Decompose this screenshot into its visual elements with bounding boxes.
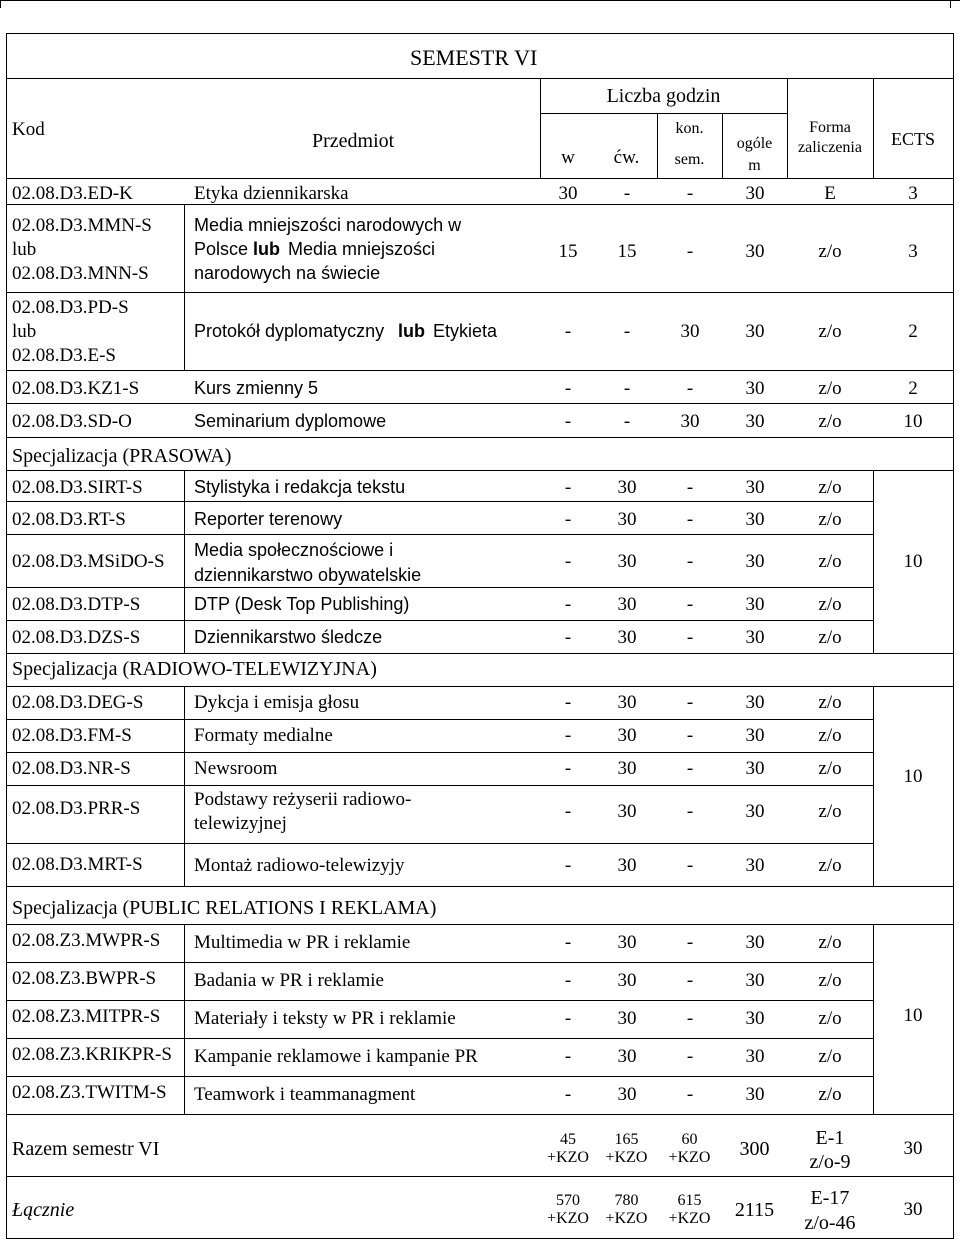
cell-forma: z/o bbox=[818, 1008, 842, 1029]
cell-ects: 3 bbox=[908, 241, 918, 262]
row-przedmiot: Etykieta bbox=[433, 321, 498, 341]
row-przedmiot: Multimedia w PR i reklamie bbox=[194, 932, 411, 953]
row-kod: 02.08.Z3.MWPR-S bbox=[12, 930, 161, 951]
cell-w: - bbox=[564, 932, 572, 953]
row-przedmiot: Montaż radiowo-telewizyjy bbox=[194, 855, 405, 876]
razem-cw: 165 bbox=[614, 1131, 639, 1148]
table-rule bbox=[873, 78, 874, 178]
cell-ogolem: 30 bbox=[745, 183, 765, 204]
razem-kon: 60 bbox=[681, 1131, 698, 1148]
row-kod: 02.08.D3.PD-S bbox=[12, 297, 129, 318]
row-kod: 02.08.D3.NR-S bbox=[12, 758, 131, 779]
row-kod: 02.08.D3.KZ1-S bbox=[12, 378, 140, 399]
cell-cw: 30 bbox=[617, 725, 637, 746]
cell-kon: - bbox=[686, 855, 694, 876]
cell-forma: z/o bbox=[818, 801, 842, 822]
row-kod: 02.08.D3.DEG-S bbox=[12, 692, 144, 713]
cell-w: - bbox=[564, 1008, 572, 1029]
table-rule bbox=[6, 178, 954, 179]
cell-ogolem: 30 bbox=[745, 855, 765, 876]
cell-w: 30 bbox=[558, 183, 578, 204]
cell-kon: - bbox=[686, 509, 694, 530]
page-top-rule bbox=[0, 0, 960, 1]
razem-ects: 30 bbox=[903, 1138, 923, 1159]
cell-cw: 30 bbox=[617, 758, 637, 779]
table-rule bbox=[6, 403, 954, 404]
lacznie-cw: 780 bbox=[614, 1192, 639, 1209]
cell-w: - bbox=[564, 970, 572, 991]
table-rule bbox=[6, 962, 873, 963]
header-ects: ECTS bbox=[890, 129, 935, 149]
table-rule bbox=[6, 470, 954, 471]
lacznie-kon: 615 bbox=[677, 1192, 702, 1209]
cell-cw: 30 bbox=[617, 970, 637, 991]
row-kod: 02.08.Z3.TWITM-S bbox=[12, 1082, 167, 1103]
spec-rtv-ects: 10 bbox=[903, 766, 923, 787]
table-rule bbox=[6, 924, 954, 925]
cell-ogolem: 30 bbox=[745, 1084, 765, 1105]
row-przedmiot: Badania w PR i reklamie bbox=[194, 970, 384, 991]
cell-w: - bbox=[564, 758, 572, 779]
cell-ogolem: 30 bbox=[745, 627, 765, 648]
cell-w: - bbox=[564, 855, 572, 876]
cell-w: - bbox=[564, 411, 572, 432]
row-przedmiot: Polsce bbox=[194, 239, 249, 259]
row-kod: 02.08.Z3.KRIKPR-S bbox=[12, 1044, 172, 1065]
row-przedmiot: Stylistyka i redakcja tekstu bbox=[194, 477, 406, 497]
header-ogolem-m: m bbox=[748, 157, 761, 174]
table-rule bbox=[6, 204, 954, 205]
table-rule bbox=[6, 1000, 873, 1001]
header-zaliczenia: zaliczenia bbox=[798, 139, 862, 156]
razem-forma-e: E-1 bbox=[815, 1127, 845, 1149]
row-przedmiot: narodowych na świecie bbox=[194, 263, 381, 283]
table-rule bbox=[6, 1076, 873, 1077]
razem-cw-kzo: +KZO bbox=[605, 1149, 648, 1166]
row-kod: 02.08.D3.DZS-S bbox=[12, 627, 141, 648]
cell-ogolem: 30 bbox=[745, 1046, 765, 1067]
cell-forma: z/o bbox=[818, 241, 842, 262]
row-kod: 02.08.D3.DTP-S bbox=[12, 594, 141, 615]
cell-cw: 15 bbox=[617, 241, 637, 262]
cell-ects: 2 bbox=[908, 321, 918, 342]
table-rule bbox=[6, 534, 873, 535]
row-kod: 02.08.D3.FM-S bbox=[12, 725, 132, 746]
cell-forma: z/o bbox=[818, 627, 842, 648]
cell-kon: - bbox=[686, 801, 694, 822]
razem-forma-zo: z/o-9 bbox=[809, 1151, 851, 1173]
cell-ogolem: 30 bbox=[745, 241, 765, 262]
cell-forma: z/o bbox=[818, 1046, 842, 1067]
cell-ogolem: 30 bbox=[745, 378, 765, 399]
cell-forma: z/o bbox=[818, 855, 842, 876]
cell-kon: - bbox=[686, 758, 694, 779]
row-przedmiot: Seminarium dyplomowe bbox=[194, 411, 387, 431]
cell-cw: 30 bbox=[617, 627, 637, 648]
cell-cw: - bbox=[623, 183, 631, 204]
razem-w-kzo: +KZO bbox=[547, 1149, 589, 1166]
lacznie-forma-zo: z/o-46 bbox=[804, 1212, 856, 1234]
table-rule bbox=[6, 1038, 873, 1039]
row-przedmiot: Media społecznościowe i bbox=[194, 540, 394, 560]
cell-forma: z/o bbox=[818, 932, 842, 953]
table-rule bbox=[184, 924, 185, 1114]
row-przedmiot: telewizyjnej bbox=[194, 813, 287, 834]
cell-w: 15 bbox=[558, 241, 578, 262]
table-rule bbox=[6, 501, 873, 502]
cell-forma: z/o bbox=[818, 321, 842, 342]
cell-w: - bbox=[564, 321, 572, 342]
row-kod: 02.08.D3.MMN-S bbox=[12, 215, 152, 236]
table-rule bbox=[184, 686, 185, 886]
cell-kon: - bbox=[686, 692, 694, 713]
cell-ogolem: 30 bbox=[745, 477, 765, 498]
cell-kon: - bbox=[686, 627, 694, 648]
table-bottom-border bbox=[6, 1238, 954, 1239]
cell-cw: 30 bbox=[617, 692, 637, 713]
row-przedmiot: Media mniejszości narodowych w bbox=[194, 215, 462, 235]
cell-w: - bbox=[564, 477, 572, 498]
cell-ogolem: 30 bbox=[745, 725, 765, 746]
cell-kon: - bbox=[686, 378, 694, 399]
row-kod: 02.08.D3.ED-K bbox=[12, 183, 133, 204]
cell-w: - bbox=[564, 692, 572, 713]
cell-cw: 30 bbox=[617, 855, 637, 876]
cell-forma: z/o bbox=[818, 551, 842, 572]
lacznie-w: 570 bbox=[556, 1192, 580, 1209]
row-kod-lub: lub bbox=[12, 239, 37, 260]
table-rule bbox=[6, 292, 954, 293]
cell-forma: z/o bbox=[818, 1084, 842, 1105]
row-kod: 02.08.D3.RT-S bbox=[12, 509, 126, 530]
cell-kon: - bbox=[686, 594, 694, 615]
table-rule bbox=[6, 620, 873, 621]
table-rule bbox=[6, 785, 873, 786]
cell-w: - bbox=[564, 378, 572, 399]
table-rule bbox=[6, 78, 954, 79]
header-forma: Forma bbox=[809, 119, 851, 136]
cell-w: - bbox=[564, 725, 572, 746]
cell-ogolem: 30 bbox=[745, 594, 765, 615]
header-kon: kon. bbox=[675, 120, 704, 137]
cell-ogolem: 30 bbox=[745, 411, 765, 432]
cell-cw: 30 bbox=[617, 551, 637, 572]
row-przedmiot: Formaty medialne bbox=[194, 725, 333, 746]
cell-cw: - bbox=[623, 411, 631, 432]
header-kod: Kod bbox=[12, 119, 45, 140]
cell-kon: - bbox=[686, 1008, 694, 1029]
row-przedmiot: Podstawy reżyserii radiowo- bbox=[194, 789, 412, 810]
table-rule bbox=[6, 686, 954, 687]
cell-ogolem: 30 bbox=[745, 321, 765, 342]
cell-cw: 30 bbox=[617, 1084, 637, 1105]
cell-w: - bbox=[564, 509, 572, 530]
row-przedmiot: Newsroom bbox=[194, 758, 278, 779]
page-top-tick-right bbox=[950, 0, 951, 8]
cell-forma: z/o bbox=[818, 594, 842, 615]
cell-kon: - bbox=[686, 477, 694, 498]
cell-w: - bbox=[564, 801, 572, 822]
spec-rtv-label: Specjalizacja (RADIOWO-TELEWIZYJNA) bbox=[12, 658, 377, 680]
spec-prasowa-ects: 10 bbox=[903, 551, 923, 572]
cell-kon: - bbox=[686, 1084, 694, 1105]
row-kod: 02.08.D3.SD-O bbox=[12, 411, 132, 432]
cell-kon: - bbox=[686, 1046, 694, 1067]
cell-cw: 30 bbox=[617, 801, 637, 822]
row-przedmiot: Teamwork i teammanagment bbox=[194, 1084, 416, 1105]
cell-w: - bbox=[564, 551, 572, 572]
lacznie-w-kzo: +KZO bbox=[547, 1210, 589, 1227]
cell-cw: 30 bbox=[617, 1046, 637, 1067]
header-w: w bbox=[561, 147, 575, 168]
row-przedmiot: Dykcja i emisja głosu bbox=[194, 692, 360, 713]
cell-kon: - bbox=[686, 970, 694, 991]
cell-cw: 30 bbox=[617, 932, 637, 953]
page-top-tick-left bbox=[0, 0, 1, 8]
razem-ogolem: 300 bbox=[739, 1138, 770, 1160]
cell-forma: z/o bbox=[818, 970, 842, 991]
table-rule bbox=[6, 1176, 954, 1177]
row-przedmiot: Kurs zmienny 5 bbox=[194, 378, 319, 398]
cell-ogolem: 30 bbox=[745, 1008, 765, 1029]
cell-forma: z/o bbox=[818, 411, 842, 432]
curriculum-table bbox=[6, 33, 954, 1239]
row-kod: 02.08.D3.PRR-S bbox=[12, 798, 141, 819]
row-kod: 02.08.D3.E-S bbox=[12, 345, 116, 366]
cell-ogolem: 30 bbox=[745, 692, 765, 713]
table-rule bbox=[953, 962, 954, 1077]
cell-cw: 30 bbox=[617, 477, 637, 498]
lacznie-cw-kzo: +KZO bbox=[605, 1210, 648, 1227]
cell-forma: z/o bbox=[818, 477, 842, 498]
table-rule bbox=[540, 113, 787, 114]
cell-forma: z/o bbox=[818, 378, 842, 399]
razem-kon-kzo: +KZO bbox=[668, 1149, 711, 1166]
cell-ects: 2 bbox=[908, 378, 918, 399]
cell-forma: z/o bbox=[818, 692, 842, 713]
cell-cw: - bbox=[623, 321, 631, 342]
cell-cw: 30 bbox=[617, 594, 637, 615]
cell-kon: - bbox=[686, 932, 694, 953]
row-przedmiot: Reporter terenowy bbox=[194, 509, 343, 529]
lacznie-forma-e: E-17 bbox=[810, 1187, 850, 1209]
cell-kon: - bbox=[686, 241, 694, 262]
cell-kon: - bbox=[686, 725, 694, 746]
row-kod: 02.08.D3.MRT-S bbox=[12, 854, 143, 875]
cell-ogolem: 30 bbox=[745, 551, 765, 572]
cell-ogolem: 30 bbox=[745, 970, 765, 991]
cell-forma: z/o bbox=[818, 509, 842, 530]
spec-prasowa-label: Specjalizacja (PRASOWA) bbox=[12, 445, 232, 467]
row-przedmiot: Etyka dziennikarska bbox=[194, 183, 349, 204]
table-rule bbox=[6, 653, 954, 654]
cell-kon: 30 bbox=[680, 321, 700, 342]
table-top-border bbox=[6, 33, 954, 34]
lacznie-kon-kzo: +KZO bbox=[668, 1210, 711, 1227]
cell-kon: 30 bbox=[680, 411, 700, 432]
cell-ogolem: 30 bbox=[745, 509, 765, 530]
cell-forma: z/o bbox=[818, 725, 842, 746]
cell-ogolem: 30 bbox=[745, 758, 765, 779]
row-przedmiot: Protokół dyplomatyczny bbox=[194, 321, 385, 341]
header-cw: ćw. bbox=[613, 147, 640, 168]
table-rule bbox=[6, 752, 873, 753]
table-rule bbox=[6, 886, 954, 887]
table-rule bbox=[6, 843, 873, 844]
spec-pr-label: Specjalizacja (PUBLIC RELATIONS I REKLAMA) bbox=[12, 897, 437, 919]
table-rule bbox=[6, 370, 954, 371]
cell-w: - bbox=[564, 627, 572, 648]
table-rule bbox=[873, 686, 874, 886]
lacznie-ogolem: 2115 bbox=[734, 1199, 775, 1221]
table-rule bbox=[6, 1114, 954, 1115]
row-kod: 02.08.D3.SIRT-S bbox=[12, 477, 143, 498]
cell-w: - bbox=[564, 1046, 572, 1067]
lacznie-ects: 30 bbox=[903, 1199, 923, 1220]
cell-cw: - bbox=[623, 378, 631, 399]
row-przedmiot-lub: lub bbox=[398, 321, 425, 341]
row-przedmiot: Kampanie reklamowe i kampanie PR bbox=[194, 1046, 478, 1067]
header-sem: sem. bbox=[674, 151, 705, 168]
cell-cw: 30 bbox=[617, 509, 637, 530]
cell-ects: 10 bbox=[903, 411, 923, 432]
row-przedmiot: Media mniejszości bbox=[288, 239, 436, 259]
table-left-border bbox=[6, 33, 7, 1239]
row-przedmiot: DTP (Desk Top Publishing) bbox=[194, 594, 410, 614]
cell-forma: E bbox=[824, 183, 836, 204]
cell-forma: z/o bbox=[818, 758, 842, 779]
row-przedmiot: Dziennikarstwo śledcze bbox=[194, 627, 383, 647]
table-rule bbox=[184, 470, 185, 653]
row-kod: 02.08.D3.MNN-S bbox=[12, 263, 149, 284]
semester-title: SEMESTR VI bbox=[410, 45, 538, 70]
cell-ects: 3 bbox=[908, 183, 918, 204]
header-ogolem: ogóle bbox=[736, 135, 773, 152]
cell-kon: - bbox=[686, 183, 694, 204]
table-rule bbox=[6, 719, 873, 720]
row-kod-lub: lub bbox=[12, 321, 37, 342]
razem-label: Razem semestr VI bbox=[12, 1138, 160, 1160]
cell-cw: 30 bbox=[617, 1008, 637, 1029]
row-kod: 02.08.D3.MSiDO-S bbox=[12, 551, 165, 572]
header-przedmiot: Przedmiot bbox=[312, 130, 395, 152]
cell-w: - bbox=[564, 594, 572, 615]
cell-w: - bbox=[564, 1084, 572, 1105]
lacznie-label: Łącznie bbox=[12, 1199, 75, 1221]
table-rule bbox=[184, 204, 185, 370]
row-kod: 02.08.Z3.MITPR-S bbox=[12, 1006, 161, 1027]
cell-ogolem: 30 bbox=[745, 932, 765, 953]
row-przedmiot: Materiały i teksty w PR i reklamie bbox=[194, 1008, 456, 1029]
row-przedmiot: dziennikarstwo obywatelskie bbox=[194, 565, 422, 585]
table-rule bbox=[6, 587, 873, 588]
header-liczba-godzin: Liczba godzin bbox=[606, 85, 721, 107]
cell-kon: - bbox=[686, 551, 694, 572]
row-kod: 02.08.Z3.BWPR-S bbox=[12, 968, 157, 989]
row-przedmiot-lub: lub bbox=[253, 239, 280, 259]
razem-w: 45 bbox=[560, 1131, 576, 1148]
spec-pr-ects: 10 bbox=[903, 1005, 923, 1026]
cell-ogolem: 30 bbox=[745, 801, 765, 822]
table-rule bbox=[6, 437, 954, 438]
